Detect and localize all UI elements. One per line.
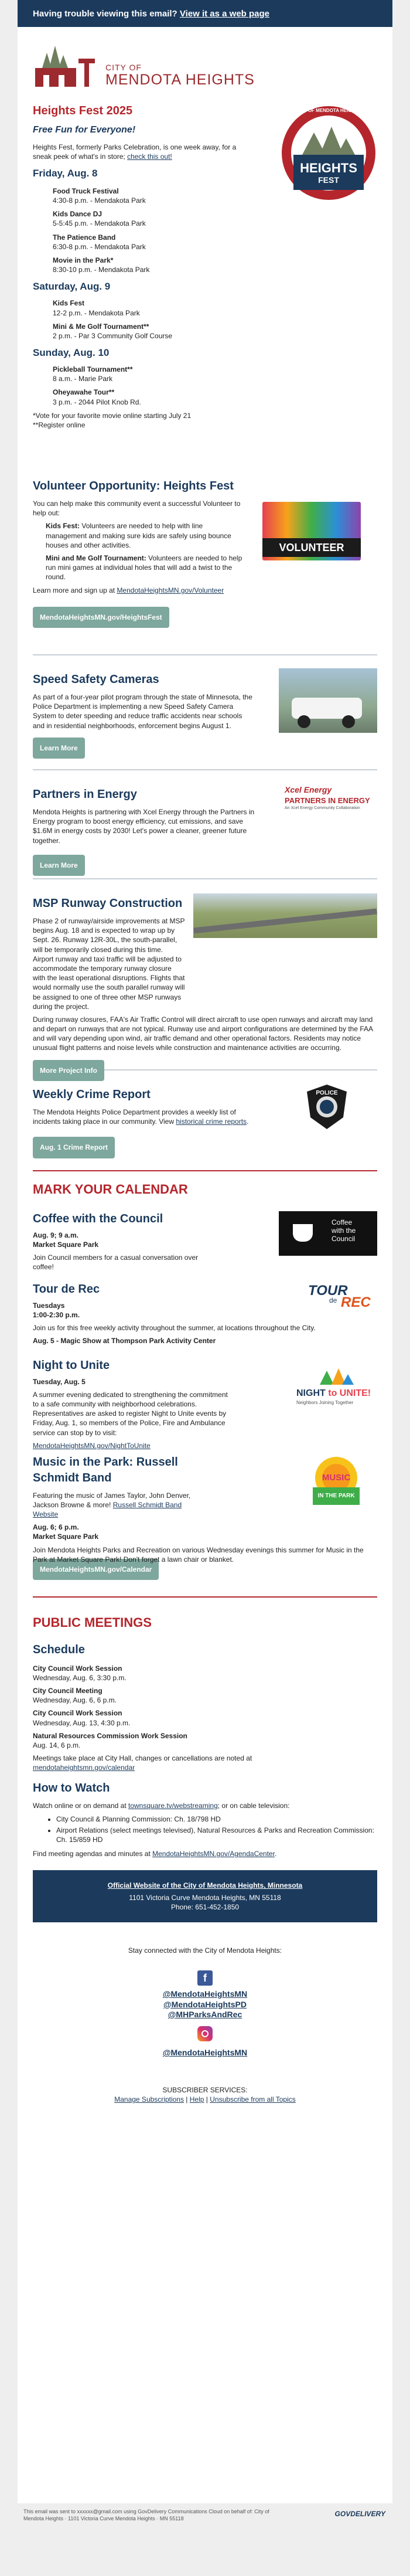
coffee-title: Coffee with the Council [33, 1212, 163, 1225]
email-body [18, 27, 392, 2503]
tour-title: Tour de Rec [33, 1282, 100, 1296]
music-text: Join Mendota Heights Parks and Recreation on various Wednesday evenings this summer for Music in the Park at Market Square Park! Don't forget a lawn chair or blanket. [33, 1545, 364, 1564]
event-item: Movie in the Park* 8:30-10 p.m. - Mendakota Park [53, 256, 150, 274]
volunteer-golf: Mini and Me Golf Tournament: Volunteers are needed to help run mini games at individual holes that will add a twist to the round. [46, 553, 242, 582]
night-text: A summer evening dedicated to strengthening the commitment to a safe community with neighborhood celebrations. Representatives are asked to register Night to Unite events by Friday, Aug. 1, so members of the Police, Fire and Ambulance service can stop by to visit: [33, 1390, 228, 1437]
night-when: Tuesday, Aug. 5 [33, 1377, 86, 1386]
music-title: Music in the Park: Russell Schmidt Band [33, 1455, 178, 1484]
calendar-section [18, 1171, 392, 1596]
meeting-item: Natural Resources Commission Work Session Aug. 14, 6 p.m. [33, 1731, 187, 1749]
volunteer-section [18, 478, 392, 654]
coffee-event [33, 1211, 377, 1282]
logo-line1: CITY OF [105, 63, 142, 72]
speed-learn-more-button[interactable]: Learn More [33, 738, 85, 759]
volunteer-title: Volunteer Opportunity: Heights Fest [33, 480, 234, 492]
runway-image [193, 893, 377, 938]
subscriber-services: SUBSCRIBER SERVICES: Manage Subscriptions | Help | Unsubscribe from all Topics [18, 2085, 392, 2104]
footer-box [33, 1870, 377, 1922]
facebook-link-city[interactable]: @MendotaHeightsMN [162, 1989, 248, 1999]
crime-section [18, 1070, 392, 1158]
subscriber-label: SUBSCRIBER SERVICES: [162, 2086, 248, 2095]
police-car-image [279, 668, 377, 733]
energy-section [18, 770, 392, 869]
fest-tagline: Free Fun for Everyone! [33, 125, 136, 135]
calendar-link[interactable]: mendotaheightsmn.gov/calendar [33, 1763, 135, 1772]
meetings-section [18, 1598, 392, 1859]
night-to-unite-logo: NIGHT to UNITE! Neighbors Joining Together [291, 1365, 378, 1412]
fest-intro: Heights Fest, formerly Parks Celebration, is one week away, for a sneak peek of what's in store; check this out! [33, 142, 237, 161]
schedule-title: Schedule [33, 1643, 85, 1656]
night-event [33, 1358, 377, 1454]
badge-top-text: CITY OF MENDOTA HEIGHTS [296, 108, 361, 113]
msp-section [18, 879, 392, 1075]
townsquare-link[interactable]: townsquare.tv/webstreaming [128, 1802, 218, 1810]
channel-item: • Airport Relations (select meetings televised), Natural Resources & Parks and Recreation Commission: Ch. 15/859 HD [56, 1826, 377, 1844]
instagram-icon[interactable] [197, 2026, 213, 2041]
unsubscribe-link[interactable]: Unsubscribe from all Topics [210, 2095, 296, 2104]
meetings-note: Meetings take place at City Hall, changes or cancellations are noted at mendotaheightsmn.gov/calendar [33, 1754, 252, 1772]
volunteer-image [262, 502, 361, 560]
speed-title: Speed Safety Cameras [33, 673, 159, 686]
heights-fest-button[interactable]: MendotaHeightsMN.gov/HeightsFest [33, 607, 169, 628]
tour-time: 1:00-2:30 p.m. [33, 1310, 80, 1319]
instagram-link[interactable]: @MendotaHeightsMN [162, 2048, 248, 2058]
manage-subscriptions-link[interactable]: Manage Subscriptions [114, 2095, 184, 2104]
coffee-image [279, 1211, 377, 1256]
coffee-when: Aug. 9; 9 a.m. [33, 1231, 79, 1239]
day-heading: Friday, Aug. 8 [33, 167, 98, 179]
govdelivery-logo: GOVDELIVERY [334, 2510, 385, 2518]
crime-report-button[interactable]: Aug. 1 Crime Report [33, 1137, 115, 1158]
facebook-icon[interactable]: f [197, 1970, 213, 1986]
coffee-image-text: Coffee with the Council [332, 1218, 356, 1243]
city-logo-icon [32, 42, 101, 89]
fest-note1: *Vote for your favorite movie online starting July 21 [33, 411, 192, 420]
crime-title: Weekly Crime Report [33, 1088, 151, 1101]
xcel-logo-line3: An Xcel Energy Community Collaboration [285, 806, 360, 811]
msp-text1: Phase 2 of runway/airside improvements at MSP begins Aug. 18 and is expected to wrap up by Sept. 26. Runway 12R-30L, the south-parallel, will be temporarily closed during this time. Airport runway and taxi traffic will be adjusted to accommodate the temporary runway closure with the least operational disruptions. Flights that would normally use the south parallel runway will be assigned to one of three other MSP runways during the project. [33, 917, 185, 1011]
calendar-heading: MARK YOUR CALENDAR [33, 1182, 188, 1197]
legal-text: This email was sent to xxxxxx@gmail.com using GovDelivery Communications Cloud on behalf of: City of Mendota Heights · 1101 Victoria Curve Mendota Heights · MN 55118 [23, 2509, 269, 2522]
music-when: Aug. 6; 6 p.m. [33, 1523, 79, 1532]
city-logo [18, 27, 392, 103]
tour-de-rec-logo: TOUR de REC [308, 1282, 371, 1310]
police-badge-text: POLICE [316, 1090, 338, 1096]
volunteer-intro: You can help make this community event a successful Volunteer to help out: [33, 499, 241, 518]
facebook-link-pd[interactable]: @MendotaHeightsPD [163, 1999, 247, 2009]
energy-text: Mendota Heights is partnering with Xcel Energy through the Partners in Energy program to boost energy efficiency, cut emissions, and save $1.6M in energy costs by 2030! Let's power a cleaner, greener future together. [33, 808, 255, 845]
xcel-logo-line1: Xcel Energy [285, 785, 332, 794]
tour-event [33, 1282, 377, 1358]
day-heading: Saturday, Aug. 9 [33, 281, 111, 293]
day-heading: Sunday, Aug. 10 [33, 347, 110, 359]
watch-title: How to Watch [33, 1782, 110, 1795]
event-item: Pickleball Tournament** 8 a.m. - Marie Park [53, 365, 133, 383]
heights-fest-badge [279, 103, 378, 206]
fest-note2: **Register online [33, 420, 86, 429]
meeting-item: City Council Work Session Wednesday, Aug. 6, 3:30 p.m. [33, 1664, 127, 1682]
web-page-link[interactable]: View it as a web page [179, 9, 270, 19]
tour-text: Join us for this free weekly activity throughout the summer, at locations throughout the City. [33, 1324, 316, 1333]
top-banner [18, 0, 392, 27]
volunteer-kids: Kids Fest: Volunteers are needed to help with line management and making sure kids are safely using bounce houses and other activities. [46, 522, 231, 549]
tour-when: Tuesdays [33, 1301, 65, 1310]
fest-title: Heights Fest 2025 [33, 104, 133, 117]
energy-title: Partners in Energy [33, 788, 137, 801]
fest-intro-link[interactable]: check this out! [127, 152, 172, 161]
channel-list [33, 1814, 377, 1845]
badge-main-text: HEIGHTS [300, 161, 357, 175]
agenda-text: Find meeting agendas and minutes at MendotaHeightsMN.gov/AgendaCenter. [33, 1850, 277, 1858]
xcel-logo [285, 784, 378, 811]
heights-fest-section [18, 103, 392, 478]
coffee-where: Market Square Park [33, 1240, 99, 1249]
social-section [18, 1946, 392, 2058]
stay-connected: Stay connected with the City of Mendota Heights: [128, 1946, 282, 1955]
event-item: The Patience Band 6:30-8 p.m. - Mendakota Park [53, 233, 146, 251]
music-where: Market Square Park [33, 1532, 99, 1541]
meeting-item: City Council Work Session Wednesday, Aug. 13, 4:30 p.m. [33, 1709, 131, 1727]
speed-section [18, 655, 392, 755]
agenda-link[interactable]: MendotaHeightsMN.gov/AgendaCenter [152, 1850, 275, 1858]
calendar-button[interactable]: MendotaHeightsMN.gov/Calendar [33, 1559, 159, 1580]
msp-title: MSP Runway Construction [33, 897, 183, 910]
logo-line2: MENDOTA HEIGHTS [105, 72, 255, 88]
xcel-logo-line2: PARTNERS IN ENERGY [285, 796, 370, 805]
volunteer-image-text: VOLUNTEER [262, 538, 361, 557]
music-event [33, 1454, 377, 1564]
crime-text: The Mendota Heights Police Department provides a weekly list of incidents taking place in our community. View historical crime reports. [33, 1108, 249, 1126]
footer-address: 1101 Victoria Curve Mendota Heights, MN 55118 [129, 1893, 281, 1902]
music-intro: Featuring the music of James Taylor, John Denver, Jackson Browne & more! Russell Schmidt Band Website [33, 1491, 191, 1519]
event-item: Oheyawahe Tour** 3 p.m. - 2044 Pilot Knob Rd. [53, 388, 141, 406]
volunteer-more: Learn more and sign up at MendotaHeightsMN.gov/Volunteer [33, 586, 224, 594]
night-title: Night to Unite [33, 1358, 110, 1372]
coffee-text: Join Council members for a casual conversation over coffee! [33, 1253, 199, 1272]
police-badge-icon [305, 1083, 349, 1133]
event-item: Kids Dance DJ 5-5:45 p.m. - Mendakota Park [53, 210, 146, 228]
energy-learn-more-button[interactable]: Learn More [33, 855, 85, 876]
legal-bar [18, 2503, 392, 2576]
music-band-link[interactable]: Russell Schmidt Band Website [33, 1500, 182, 1519]
help-link[interactable]: Help [189, 2095, 204, 2104]
volunteer-link[interactable]: MendotaHeightsMN.gov/Volunteer [117, 586, 224, 594]
event-item: Kids Fest 12-2 p.m. - Mendakota Park [53, 299, 140, 317]
badge-sub-text: FEST [318, 175, 339, 185]
music-in-the-park-logo: MUSIC IN THE PARK [291, 1454, 378, 1507]
channel-item: • City Council & Planning Commission: Ch. 18/798 HD [56, 1814, 377, 1824]
speed-text: As part of a four-year pilot program through the state of Minnesota, the Police Department is implementing a new Speed Safety Camera System to deter speeding and reduce traffic accidents near schools and in residential neighborhoods, enforcement begins August 1. [33, 693, 252, 730]
msp-project-info-button[interactable]: More Project Info [33, 1060, 104, 1081]
crime-history-link[interactable]: historical crime reports [176, 1117, 247, 1126]
event-item: Mini & Me Golf Tournament** 2 p.m. - Par 3 Community Golf Course [53, 322, 173, 340]
meeting-item: City Council Meeting Wednesday, Aug. 6, 6 p.m. [33, 1686, 117, 1705]
footer-phone: Phone: 651-452-1850 [170, 1902, 240, 1911]
msp-text2: During runway closures, FAA's Air Traffic Control will direct aircraft to use open runways and aircraft may land and depart on runways that are not typical. Runway use and airport configurations are determined by the FAA and will vary depending upon wind, air traffic demand and other operational factors. Residents may notice unusual flight patterns and noise levels while construction and maintenance activities are occurring. [33, 1015, 373, 1052]
meetings-heading: PUBLIC MEETINGS [33, 1615, 152, 1630]
event-item: Food Truck Festival 4:30-8 p.m. - Mendakota Park [53, 186, 146, 205]
facebook-link-parks[interactable]: @MHParksAndRec [168, 2010, 242, 2020]
night-link[interactable]: MendotaHeightsMN.gov/NightToUnite [33, 1441, 151, 1450]
trouble-text: Having trouble viewing this email? [33, 9, 177, 19]
tour-special: Aug. 5 - Magic Show at Thompson Park Activity Center [33, 1337, 216, 1345]
watch-text: Watch online or on demand at townsquare.tv/webstreaming; or on cable television: [33, 1802, 290, 1810]
official-website-link[interactable]: Official Website of the City of Mendota Heights, Minnesota [107, 1881, 303, 1890]
